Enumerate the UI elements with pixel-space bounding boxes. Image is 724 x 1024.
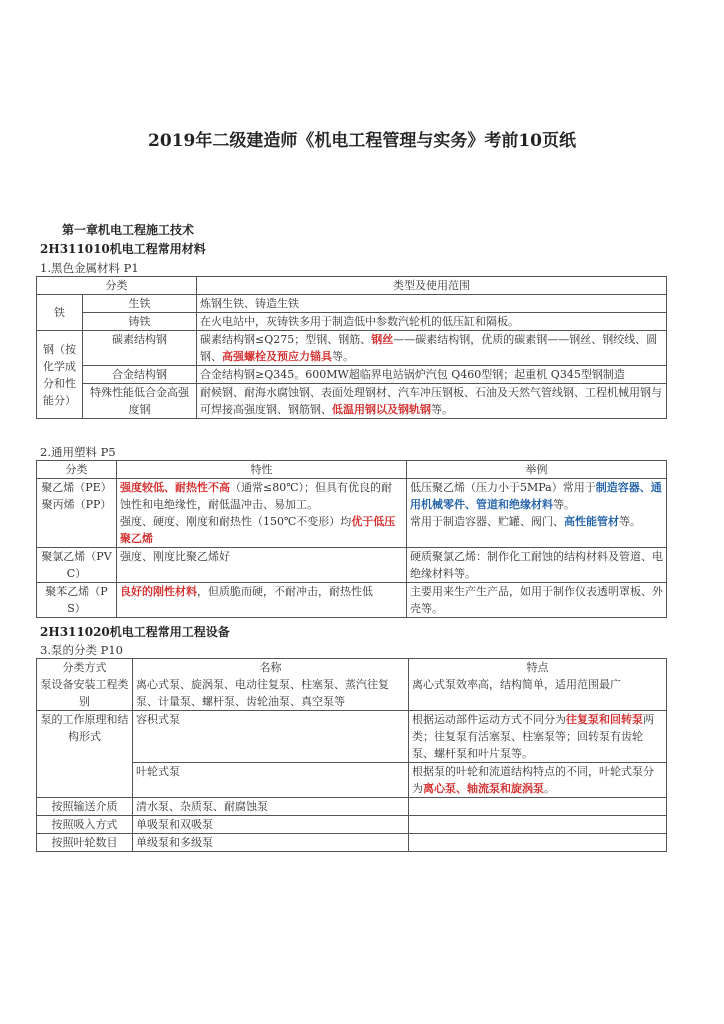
cell-text: 等。	[619, 515, 641, 528]
cell-text: 聚乙烯（PE）	[41, 481, 112, 494]
table-cell: 在火电站中，灰铸铁多用于制造低中参数汽轮机的低压缸和隔板。	[197, 313, 667, 331]
cell-text: 离心式泵效率高，结构简单，适用范围最广	[412, 678, 621, 691]
table-cell: 炼钢生铁、铸造生铁	[197, 295, 667, 313]
table-cell: 清水泵、杂质泵、耐腐蚀泵	[133, 798, 409, 816]
highlight-text: 优于低压聚乙烯	[120, 515, 396, 545]
row-label: 钢（按化学成分和性能分）	[37, 331, 83, 419]
ferrous-metals-table	[36, 276, 667, 419]
table-cell	[117, 479, 407, 548]
page-title: 2019年二级建造师《机电工程管理与实务》考前10页纸	[148, 131, 576, 151]
table-cell: 单级泵和多级泵	[133, 834, 409, 852]
table-header: 分类方式	[62, 661, 107, 674]
cell-text: 聚丙烯（PP）	[41, 498, 112, 511]
highlight-text: 良好的刚性材料	[120, 585, 197, 598]
pumps-table	[36, 658, 667, 852]
cell-text: 低压聚乙烯（压力小于5MPa）常用于	[410, 481, 596, 494]
highlight-text: 制造容器、通用机械零件、管道和绝缘材料	[410, 481, 662, 511]
cell-text: 常用于制造容器、贮罐、阀门、	[410, 515, 564, 528]
row-label: 按照输送介质	[37, 798, 133, 816]
section-heading-equipment: 2H311020机电工程常用工程设备	[40, 625, 230, 639]
table-header: 分类	[37, 277, 197, 295]
table-cell	[409, 659, 667, 711]
table-cell: 碳素结构钢	[83, 331, 197, 366]
cell-text: 两类；往复泵有活塞泵、柱塞泵等；回转泵有齿轮泵、螺杆泵和叶片泵等。	[412, 713, 654, 760]
cell-text: 根据运动部件运动方式不同分为	[412, 713, 566, 726]
cell-text: 等。	[332, 350, 354, 363]
table-cell	[409, 834, 667, 852]
table-cell	[409, 798, 667, 816]
subheading-pumps: 3.泵的分类 P10	[40, 643, 123, 657]
table-cell	[409, 763, 667, 798]
table-cell: 强度、刚度比聚乙烯好	[117, 548, 407, 583]
cell-text: ——碳素结构钢，优质的碳素钢——钢丝、钢绞线、圆钢、	[200, 333, 658, 363]
table-cell: 聚苯乙烯（PS）	[37, 583, 117, 618]
table-header: 类型及使用范围	[197, 277, 667, 295]
table-cell	[409, 816, 667, 834]
table-cell	[37, 479, 117, 548]
row-label: 泵设备安装工程类别	[40, 678, 129, 708]
cell-text: 离心式泵、旋涡泵、电动往复泵、柱塞泵、蒸汽往复泵、计量泵、螺杆泵、齿轮油泵、真空泵等	[136, 678, 389, 708]
table-cell	[409, 711, 667, 763]
subheading-ferrous: 1.黑色金属材料 P1	[40, 261, 139, 275]
table-cell: 单吸泵和双吸泵	[133, 816, 409, 834]
cell-text: 碳素结构钢≤Q275；型钢、钢筋、	[200, 333, 372, 346]
row-label: 铁	[37, 295, 83, 331]
table-cell: 合金结构钢	[83, 366, 197, 384]
plastics-table	[36, 460, 667, 618]
highlight-text: 高强螺栓及预应力锚具	[222, 350, 332, 363]
table-cell: 硬质聚氯乙烯：制作化工耐蚀的结构材料及管道、电绝缘材料等。	[407, 548, 667, 583]
table-cell: 叶轮式泵	[133, 763, 409, 798]
subheading-plastics: 2.通用塑料 P5	[40, 445, 116, 459]
table-cell	[197, 331, 667, 366]
highlight-text: 离心泵、轴流泵和旋涡泵	[423, 782, 544, 795]
cell-text: ，但质脆而硬，不耐冲击，耐热性低	[197, 585, 373, 598]
highlight-text: 强度较低、耐热性不高	[120, 481, 230, 494]
table-cell	[117, 583, 407, 618]
highlight-text: 钢丝	[371, 333, 394, 346]
table-cell: 铸铁	[83, 313, 197, 331]
table-cell	[133, 659, 409, 711]
cell-text: （通常≤80℃）；但具有优良的耐蚀性和电绝缘性，耐低温冲击、易加工。	[120, 481, 393, 511]
table-cell: 主要用来生产生产品，如用于制作仪表透明罩板、外壳等。	[407, 583, 667, 618]
table-header: 特性	[117, 461, 407, 479]
row-label: 按照叶轮数目	[37, 834, 133, 852]
highlight-text: 低温用钢以及钢轨钢	[332, 403, 431, 416]
table-cell: 合金结构钢≥Q345。600MW超临界电站锅炉汽包 Q460型钢；起重机 Q345型钢制造	[197, 366, 667, 384]
table-cell: 聚氯乙烯（PVC）	[37, 548, 117, 583]
cell-text: 。	[544, 782, 555, 795]
section-heading-materials: 2H311010机电工程常用材料	[40, 242, 206, 256]
cell-text: 根据泵的叶轮和流道结构特点的不同，叶轮式泵分为	[412, 765, 654, 795]
table-cell	[37, 659, 133, 711]
cell-text: 等。	[431, 403, 453, 416]
table-header: 特点	[526, 661, 549, 674]
table-cell	[197, 384, 667, 419]
table-cell: 特殊性能低合金高强度钢	[83, 384, 197, 419]
cell-text: 等。	[553, 498, 575, 511]
cell-text: 耐候钢、耐海水腐蚀钢、表面处理钢材、汽车冲压钢板、石油及天然气管线钢、工程机械用钢与可焊接高强度钢、钢筋钢、	[200, 386, 662, 416]
highlight-text: 高性能管材	[564, 515, 619, 528]
table-header: 分类	[37, 461, 117, 479]
row-label: 泵的工作原理和结构形式	[37, 711, 133, 798]
row-label: 按照吸入方式	[37, 816, 133, 834]
table-cell: 容积式泵	[133, 711, 409, 763]
table-header: 名称	[259, 661, 282, 674]
cell-text: 强度、硬度、刚度和耐热性（150℃不变形）均	[120, 515, 352, 528]
table-cell: 生铁	[83, 295, 197, 313]
table-header: 举例	[407, 461, 667, 479]
table-cell	[407, 479, 667, 548]
highlight-text: 往复泵和回转泵	[566, 713, 643, 726]
chapter-heading: 第一章机电工程施工技术	[62, 223, 195, 237]
